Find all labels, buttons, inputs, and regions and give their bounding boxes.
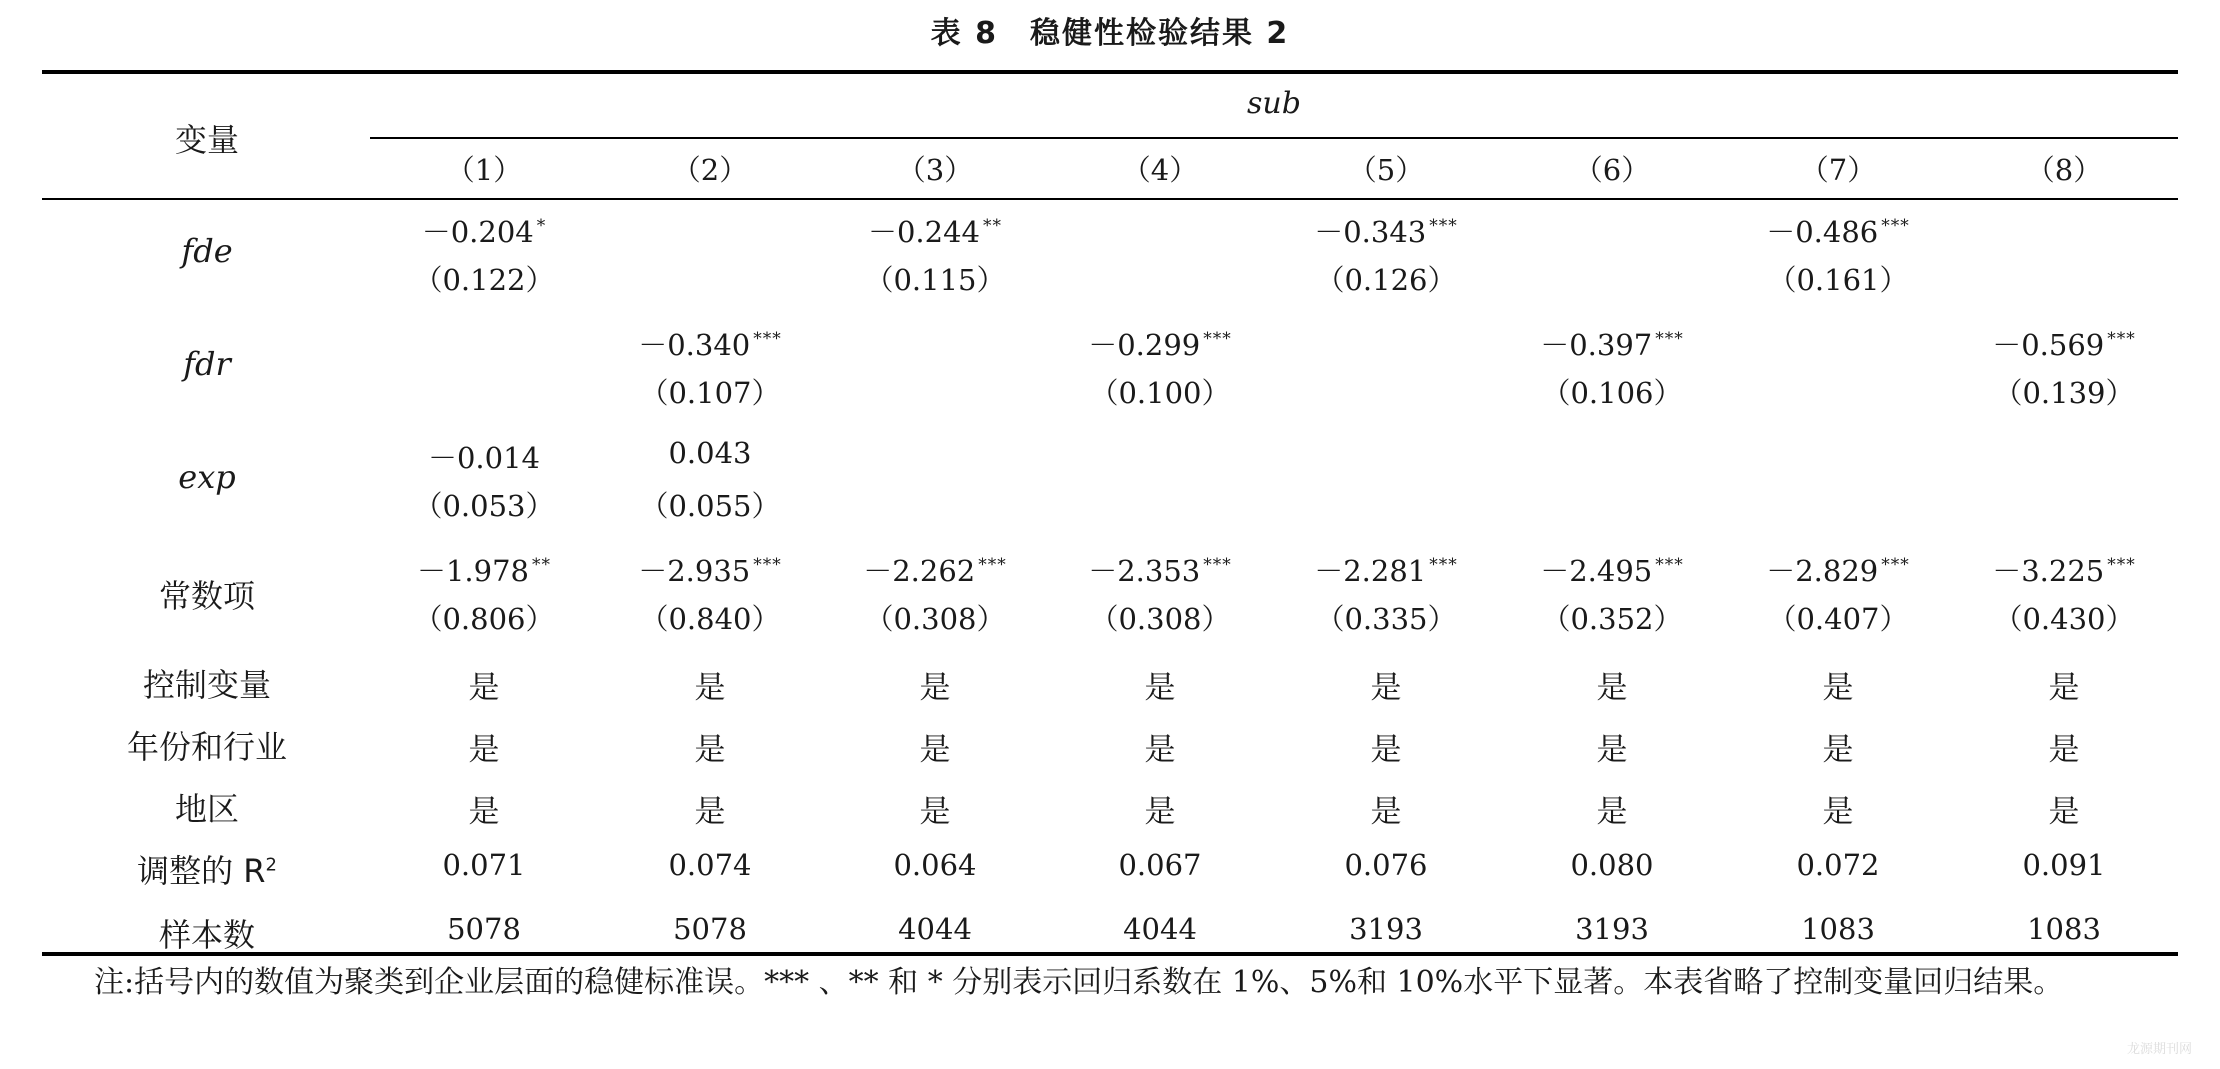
significance-stars: *	[536, 216, 547, 237]
coef-value: －0.343	[1314, 215, 1427, 249]
se-cell: （0.352）	[1541, 602, 1683, 636]
significance-stars: ***	[1429, 555, 1458, 576]
value-cell: 是	[1370, 670, 1402, 706]
coef-value: －3.225	[1992, 554, 2105, 588]
se-cell: （0.100）	[1089, 376, 1231, 410]
row-label-simple-3	[42, 846, 372, 892]
coef-value: －2.262	[863, 554, 976, 588]
row-label-0: fde	[181, 232, 233, 270]
coef-cell	[1314, 210, 1458, 251]
value-cell: 1083	[2027, 912, 2101, 946]
top-rule	[42, 70, 2178, 74]
coef-cell	[638, 323, 782, 364]
row-label-simple-1	[42, 722, 372, 768]
significance-stars: ***	[2107, 329, 2136, 350]
se-cell: （0.053）	[413, 489, 555, 523]
significance-stars: ***	[1655, 329, 1684, 350]
se-cell: （0.106）	[1541, 376, 1683, 410]
column-header-7: （7）	[1799, 153, 1877, 187]
se-cell: （0.139）	[1993, 376, 2135, 410]
row-label-text: 年份和行业	[126, 728, 287, 766]
value-cell: 是	[468, 670, 500, 706]
table-title: 表 8 稳健性检验结果 2	[930, 16, 1290, 51]
row-label-2: exp	[178, 458, 236, 496]
value-cell: 3193	[1575, 912, 1649, 946]
coef-cell	[1088, 549, 1232, 590]
significance-stars: ***	[753, 329, 782, 350]
group-rule	[370, 137, 2178, 139]
significance-stars: ***	[1429, 216, 1458, 237]
coef-value: －2.495	[1540, 554, 1653, 588]
se-cell: （0.308）	[1089, 602, 1231, 636]
se-cell: （0.126）	[1315, 263, 1457, 297]
se-cell: （0.335）	[1315, 602, 1457, 636]
se-cell: （0.161）	[1767, 263, 1909, 297]
value-cell: 0.074	[668, 848, 752, 882]
coef-cell	[868, 210, 1002, 251]
value-cell: 是	[919, 732, 951, 768]
header-variable: 变量	[174, 121, 239, 159]
value-cell: 1083	[1801, 912, 1875, 946]
coef-value: －1.978	[416, 554, 530, 588]
column-header-2: （2）	[671, 153, 749, 187]
value-cell: 0.091	[2022, 848, 2106, 882]
row-label-simple-4	[42, 910, 372, 956]
significance-stars: ***	[1655, 555, 1684, 576]
row-label-sup: 2	[265, 854, 277, 876]
row-label-text: 控制变量	[142, 666, 271, 704]
row-label-text: 地区	[174, 790, 239, 828]
coef-cell	[422, 210, 547, 251]
value-cell: 是	[1596, 794, 1628, 830]
value-cell: 4044	[1123, 912, 1197, 946]
se-cell: （0.840）	[639, 602, 781, 636]
value-cell: 是	[1822, 670, 1854, 706]
row-label-text: 调整的 R	[137, 852, 266, 890]
value-cell: 是	[2048, 732, 2080, 768]
watermark: 龙源期刊网	[2126, 1042, 2192, 1057]
coef-cell	[1314, 549, 1458, 590]
significance-stars: ***	[1881, 216, 1910, 237]
value-cell: 0.080	[1570, 848, 1654, 882]
value-cell: 是	[1822, 794, 1854, 830]
coef-value: －0.204	[421, 215, 534, 249]
coef-cell	[668, 436, 751, 470]
coef-cell	[1766, 549, 1910, 590]
value-cell: 0.067	[1118, 848, 1202, 882]
value-cell: 是	[919, 670, 951, 706]
significance-stars: ***	[1203, 555, 1232, 576]
coef-value: －0.299	[1088, 328, 1201, 362]
row-label-simple-2	[42, 784, 372, 830]
value-cell: 是	[1370, 794, 1402, 830]
significance-stars: ***	[2107, 555, 2136, 576]
coef-cell	[417, 549, 551, 590]
column-header-4: （4）	[1121, 153, 1199, 187]
value-cell: 是	[1370, 732, 1402, 768]
significance-stars: **	[532, 555, 552, 576]
se-cell: （0.115）	[864, 263, 1006, 297]
value-cell: 0.064	[893, 848, 977, 882]
value-cell: 是	[1596, 732, 1628, 768]
se-cell: （0.055）	[639, 489, 781, 523]
table-note: 注:括号内的数值为聚类到企业层面的稳健标准误。*** 、** 和 * 分别表示回归系数在 1%、5%和 10%水平下显著。本表省略了控制变量回归结果。	[94, 965, 2064, 1000]
coef-value: －2.353	[1088, 554, 1201, 588]
significance-stars: ***	[753, 555, 782, 576]
value-cell: 4044	[898, 912, 972, 946]
coef-value: －0.014	[427, 441, 541, 475]
value-cell: 是	[468, 732, 500, 768]
value-cell: 是	[1144, 670, 1176, 706]
coef-cell	[428, 436, 540, 477]
coef-cell	[1540, 549, 1684, 590]
coef-value: －0.397	[1540, 328, 1653, 362]
value-cell: 是	[1144, 794, 1176, 830]
coef-cell	[1992, 323, 2136, 364]
value-cell: 是	[2048, 670, 2080, 706]
significance-stars: ***	[1881, 555, 1910, 576]
row-label-1: fdr	[183, 345, 231, 383]
coef-value: 0.043	[668, 436, 752, 470]
coef-value: －2.829	[1766, 554, 1879, 588]
coef-value: －0.569	[1992, 328, 2105, 362]
significance-stars: ***	[1203, 329, 1232, 350]
se-cell: （0.430）	[1993, 602, 2135, 636]
coef-cell	[863, 549, 1007, 590]
row-label-simple-0	[42, 660, 372, 706]
value-cell: 是	[694, 670, 726, 706]
value-cell: 0.076	[1344, 848, 1428, 882]
coef-cell	[1766, 210, 1910, 251]
row-label-text: 样本数	[158, 916, 255, 954]
value-cell: 0.071	[442, 848, 526, 882]
value-cell: 是	[694, 794, 726, 830]
header-rule	[42, 198, 2178, 200]
value-cell: 是	[1144, 732, 1176, 768]
value-cell: 3193	[1349, 912, 1423, 946]
column-header-6: （6）	[1573, 153, 1651, 187]
value-cell: 是	[694, 732, 726, 768]
coef-value: －2.935	[638, 554, 751, 588]
header-group-sub: sub	[1247, 86, 1301, 121]
significance-stars: ***	[978, 555, 1007, 576]
se-cell: （0.308）	[864, 602, 1006, 636]
value-cell: 是	[1822, 732, 1854, 768]
se-cell: （0.122）	[413, 263, 555, 297]
column-header-3: （3）	[896, 153, 974, 187]
coef-value: －0.244	[867, 215, 981, 249]
coef-cell	[1992, 549, 2136, 590]
se-cell: （0.407）	[1767, 602, 1909, 636]
coef-cell	[638, 549, 782, 590]
coef-value: －2.281	[1314, 554, 1427, 588]
column-header-1: （1）	[445, 153, 523, 187]
value-cell: 是	[1596, 670, 1628, 706]
coef-cell	[1088, 323, 1232, 364]
se-cell: （0.806）	[413, 602, 555, 636]
value-cell: 0.072	[1796, 848, 1880, 882]
value-cell: 是	[468, 794, 500, 830]
value-cell: 5078	[447, 912, 521, 946]
value-cell: 5078	[673, 912, 747, 946]
coef-cell	[1540, 323, 1684, 364]
row-label-3: 常数项	[158, 577, 255, 615]
value-cell: 是	[2048, 794, 2080, 830]
coef-value: －0.340	[638, 328, 751, 362]
se-cell: （0.107）	[639, 376, 781, 410]
column-header-5: （5）	[1347, 153, 1425, 187]
significance-stars: **	[983, 216, 1003, 237]
coef-value: －0.486	[1766, 215, 1879, 249]
column-header-8: （8）	[2025, 153, 2103, 187]
value-cell: 是	[919, 794, 951, 830]
